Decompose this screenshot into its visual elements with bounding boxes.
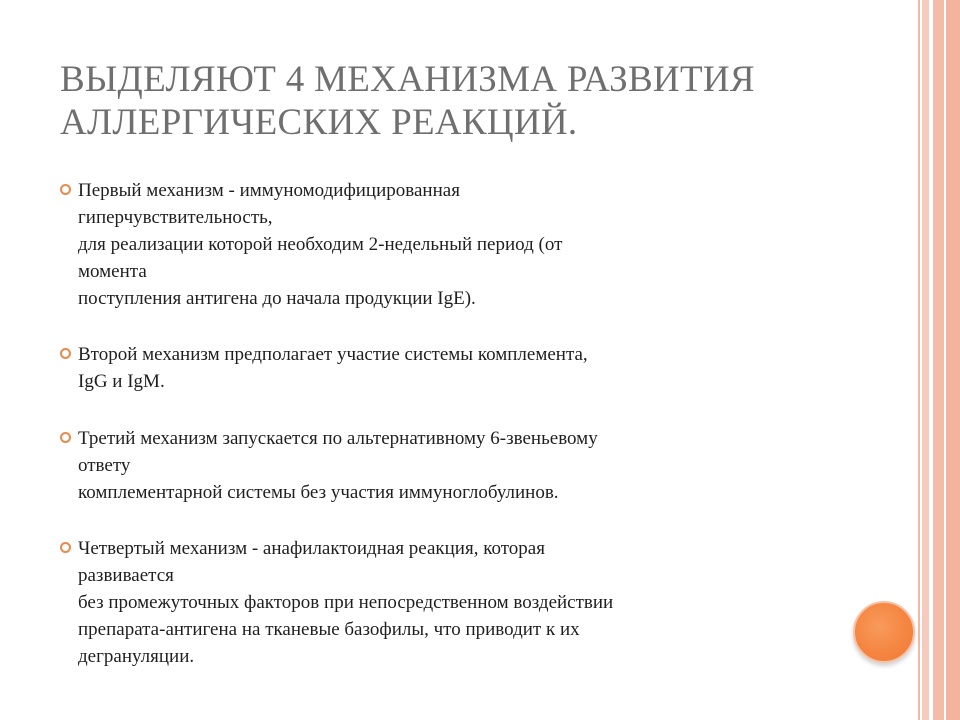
bullet-line: Второй механизм предполагает участие системы комплемента, [78,344,588,365]
decorative-stripe-1 [918,0,920,720]
decorative-stripe-3 [933,0,944,720]
hollow-circle-bullet-icon [60,348,71,359]
bullet-line: гиперчувствительность, [78,207,273,228]
bullet-line: IgG и IgM. [78,371,165,392]
bullet-item-second-mechanism [60,341,840,395]
bullet-item-third-mechanism [60,425,840,506]
bullet-line: Первый механизм - иммуномодифицированная [78,180,460,201]
bullet-line: без промежуточных факторов при непосредственном воздействии [78,592,614,613]
slide-title [60,58,880,144]
hollow-circle-bullet-icon [60,184,71,195]
decorative-stripe-2 [922,0,929,720]
hollow-circle-bullet-icon [60,432,71,443]
decorative-stripe-4 [946,0,960,720]
bullet-list [60,177,840,670]
bullet-line: развивается [78,565,174,586]
bullet-line: дегрануляции. [78,646,195,667]
orange-circle-decoration [853,601,915,663]
bullet-line: комплементарной системы без участия иммуноглобулинов. [78,482,559,503]
bullet-item-fourth-mechanism [60,535,840,670]
bullet-line: для реализации которой необходим 2-недельный период (от [78,234,563,255]
hollow-circle-bullet-icon [60,542,71,553]
bullet-item-first-mechanism [60,177,840,312]
bullet-line: момента [78,261,147,282]
bullet-line: Третий механизм запускается по альтернативному 6-звеньевому [78,428,598,449]
slide-title-line-2: АЛЛЕРГИЧЕСКИХ РЕАКЦИЙ. [60,102,578,143]
bullet-line: ответу [78,455,131,476]
bullet-line: поступления антигена до начала продукции IgE). [78,288,476,309]
bullet-line: препарата-антигена на тканевые базофилы, что приводит к их [78,619,580,640]
bullet-line: Четвертый механизм - анафилактоидная реакция, которая [78,538,545,559]
slide-title-line-1: ВЫДЕЛЯЮТ 4 МЕХАНИЗМА РАЗВИТИЯ [60,59,755,100]
